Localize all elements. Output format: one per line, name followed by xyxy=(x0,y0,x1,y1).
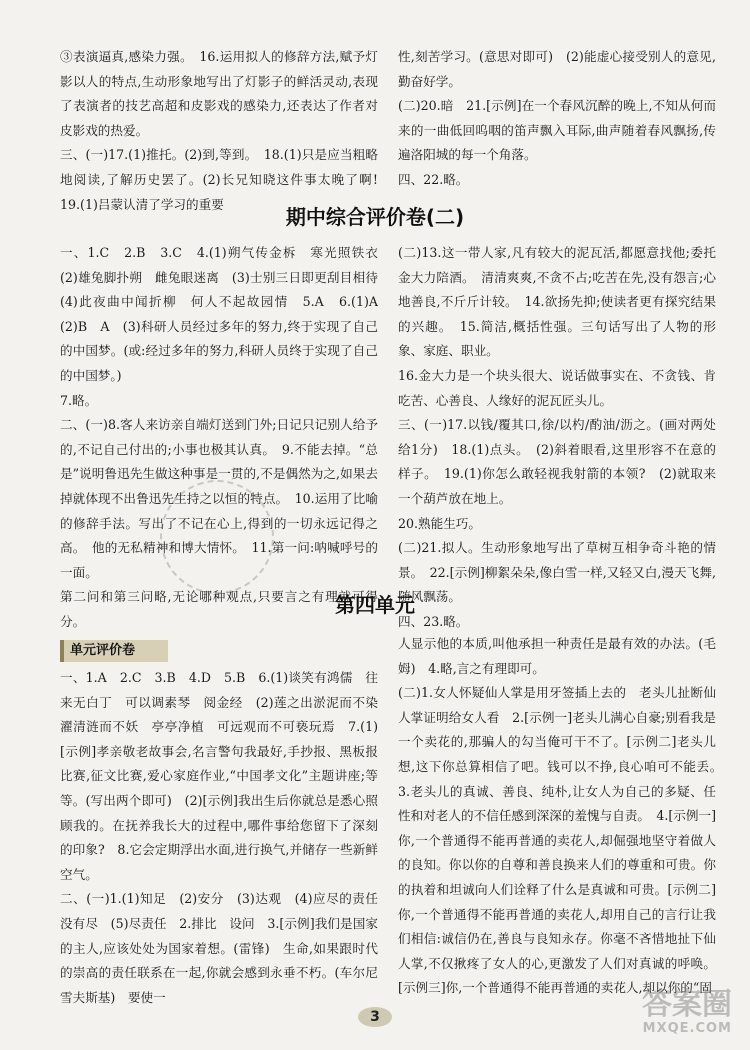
paragraph: 三、(一)17.以钱/覆其口,徐/以杓/酌油/沥之。(画对两处给1分) 18.(1)点头。 (2)斜着眼看,这里形容不在意的样子。 19.(1)你怎么敢轻视我射箭的本领? (2)就取来一个葫芦放在地上。 xyxy=(398,417,716,506)
paragraph: 第二问和第三问略,无论哪种观点,只要言之有理就可得分。 xyxy=(60,589,378,629)
paragraph: (二)13.这一带人家,凡有较大的泥瓦活,都愿意找他;委托金大力陪酒。 清清爽爽,不贪不占;吃苦在先,没有怨言;心地善良,不斤斤计较。 14.欲扬先抑;使读者更有探究结果的兴趣。 15.简洁,概括性强。三句话写出了人物的形象、家庭、职业。 xyxy=(398,245,716,359)
watermark-url: MXQE.COM xyxy=(642,1021,732,1036)
section-tag: 单元评价卷 xyxy=(60,640,168,662)
paragraph: 20.熟能生巧。 xyxy=(398,515,481,531)
paragraph: 16.金大力是一个块头很大、说话做事实在、不贪钱、肯吃苦、心善良、人缘好的泥瓦匠头儿。 xyxy=(398,367,716,408)
site-watermark xyxy=(642,989,732,1036)
paragraph: 人显示他的本质,叫他承担一种责任是最有效的办法。(毛姆) 4.略,言之有理即可。 xyxy=(398,636,716,676)
paragraph: (二)20.暗 21.[示例]在一个春风沉醉的晚上,不知从何而来的一曲低回呜咽的笛声飘入耳际,曲声随着春风飘扬,传遍洛阳城的每一个角落。 xyxy=(398,98,716,163)
paragraph: 一、1.A 2.C 3.B 4.D 5.B 6.(1)谈笑有鸿儒 往来无白丁 可以调素琴 阅金经 (2)莲之出淤泥而不染 濯清涟而不妖 亭亭净植 可远观而不可亵玩焉 7.(1)[示例]孝亲敬老故事会,名言警句我最好,手抄报、黑板报比赛,征文比赛,爱心家庭作业,“中国孝文化”主题讲座;等等。(写出两个即可) (2)[示例]我出生后你就总是悉心照顾我的。在抚养我长大的过程中,哪件事给您留下了深刻的印象? 8.它会定期浮出水面,进行换气,并储存一些新鲜空气。 xyxy=(60,670,391,882)
paragraph: 性,刻苦学习。(意思对即可) (2)能虚心接受别人的意见,勤奋好学。 xyxy=(398,49,716,89)
paragraph: ③表演逼真,感染力强。 16.运用拟人的修辞方法,赋予灯影以人的特点,生动形象地写出了灯影子的鲜活灵动,表现了表演者的技艺高超和皮影戏的感染力,还表达了作者对皮影戏的热爱。 xyxy=(60,49,378,138)
exam-title: 期中综合评价卷(二) xyxy=(285,205,465,229)
paragraph: 二、(一)1.(1)知足 (2)安分 (3)达观 (4)应尽的责任没有尽 (5)尽责任 2.排比 设问 3.[示例]我们是国家的主人,应该处处为国家着想。(雷锋) 生命,如果跟时代的崇高的责任联系在一起,你就会感到永垂不朽。(车尔尼雪夫斯基) 要使一 xyxy=(60,891,378,1005)
paragraph: 一、1.C 2.B 3.C 4.(1)朔气传金柝 寒光照铁衣 (2)雄兔脚扑朔 雌兔眼迷离 (3)士别三日即更刮目相待 (4)此夜曲中闻折柳 何人不起故园情 5.A 6.(1)A (2)B A (3)科研人员经过多年的努力,终于实现了自己的中国梦。(或:经过多年的努力,科研人员终于实现了自己的中国梦。) xyxy=(60,245,391,383)
top-left-column xyxy=(60,45,391,217)
paragraph: 7.略。 xyxy=(60,392,98,408)
paragraph: (二)21.拟人。生动形象地写出了草树互相争奇斗艳的情景。 22.[示例]柳絮朵朵,像白雪一样,又轻又白,漫天飞舞,随风飘荡。 xyxy=(398,540,716,605)
top-right-column xyxy=(398,45,716,193)
mid-right-column xyxy=(398,241,716,635)
paragraph: (二)1.女人怀疑仙人掌是用牙签插上去的 老头儿扯断仙人掌证明给女人看 2.[示例一]老头儿满心自豪;别看我是一个卖花的,那骗人的勾当俺可干不了。[示例二]老头儿想,这下你总算相信了吧。钱可以不挣,良心咱可不能丢。 3.老头儿的真诚、善良、纯朴,让女人为自己的多疑、任性和对老人的不信任感到深深的羞愧与自责。 4.[示例一]你,一个普通得不能再普通的卖花人,却倔强地坚守着做人的良知。你以你的自尊和善良换来人们的尊重和可贵。你的执着和坦诚向人们诠释了什么是真诚和可贵。[示例二]你,一个普通得不能再普通的卖花人,却用自己的言行让我们相信:诚信仍在,善良与良知永存。你毫不吝惜地扯下仙人掌,不仅揪疼了女人的心,更激发了人们对真诚的呼唤。[示例三]你,一个普通得不能再普通的卖花人,却以你的“固 xyxy=(398,685,729,996)
paragraph: 二、(一)8.客人来访亲自端灯送到门外;日记只记别人给予的,不记自己付出的;小事也极其认真。 9.不能去掉。“总是”说明鲁迅先生做这种事是一贯的,不是偶然为之,如果去掉就体现不出鲁迅先生持之以恒的特点。 10.运用了比喻的修辞手法。写出了不记在心上,得到的一切永远记得之高。 他的无私精神和博大情怀。 11.第一问:呐喊呼号的一面。 xyxy=(60,417,378,580)
page-number: 3 xyxy=(352,1005,398,1029)
bottom-left-column xyxy=(60,666,391,1010)
paragraph: 三、(一)17.(1)推托。(2)到,等到。 18.(1)只是应当粗略地阅读,了解历史罢了。(2)长兄知晓这件事太晚了啊! 19.(1)吕蒙认清了学习的重要 xyxy=(60,147,391,212)
unit-title: 第四单元 xyxy=(335,593,415,617)
watermark-logo-text: 答案圈 xyxy=(642,987,732,1022)
paragraph: 四、23.略。 xyxy=(398,613,469,629)
paragraph: 四、22.略。 xyxy=(398,171,469,187)
bottom-right-column xyxy=(398,632,729,1001)
